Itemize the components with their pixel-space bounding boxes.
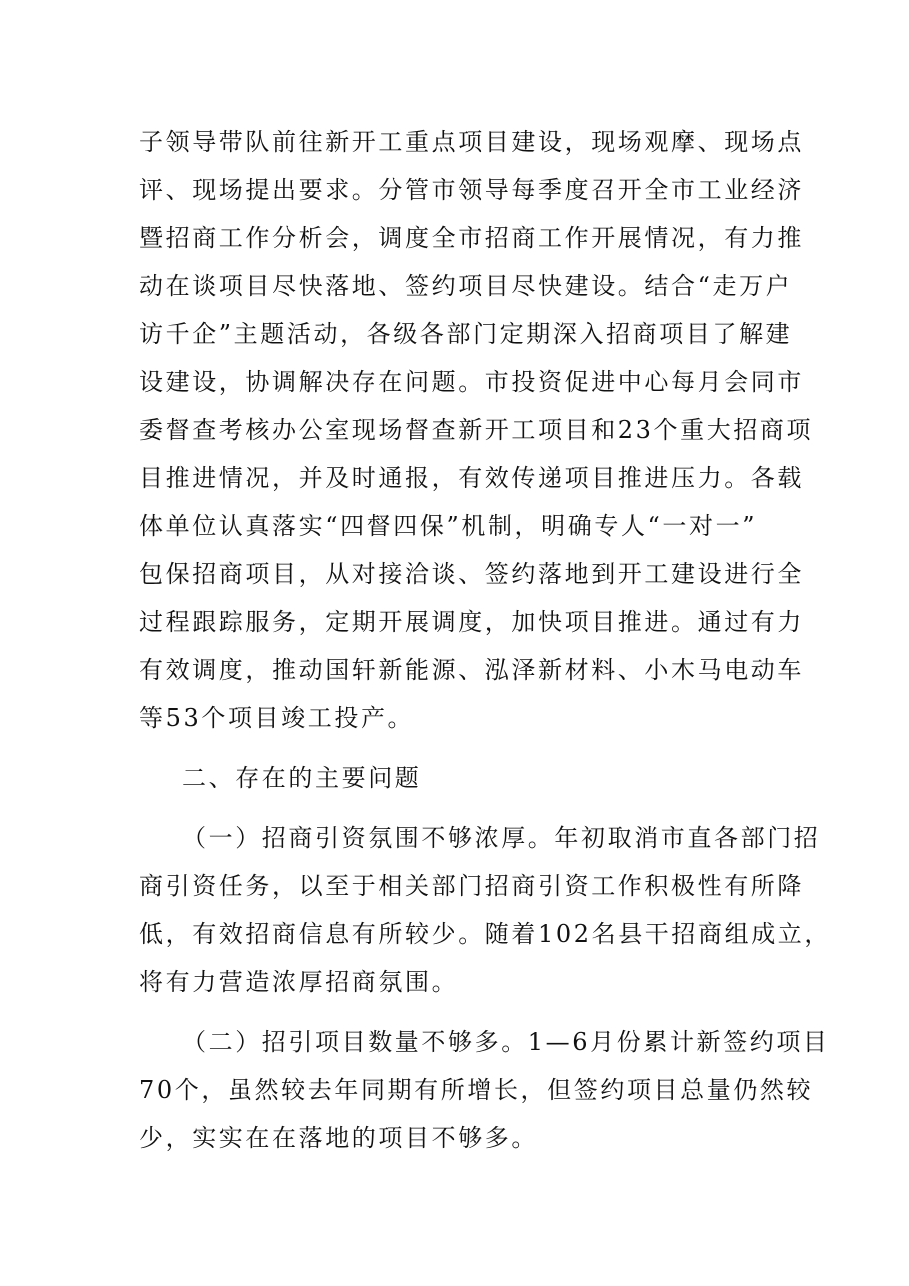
paragraph-line: 低，有效招商信息有所较少。随着102名县干招商组成立， (139, 920, 832, 948)
paragraph-line: 将有力营造浓厚招商氛围。 (139, 968, 459, 996)
paragraph-line: 设建设，协调解决存在问题。市投资促进中心每月会同市 (139, 368, 804, 396)
paragraph-line: 目推进情况，并及时通报，有效传递项目推进压力。各载 (139, 464, 804, 492)
paragraph-line: 动在谈项目尽快落地、签约项目尽快建设。结合“走万户 (139, 272, 793, 300)
paragraph-line: 有效调度，推动国轩新能源、泓泽新材料、小木马电动车 (139, 656, 804, 684)
paragraph-line: 商引资任务，以至于相关部门招商引资工作积极性有所降 (139, 872, 804, 900)
paragraph-line: 暨招商工作分析会，调度全市招商工作开展情况，有力推 (139, 224, 804, 252)
paragraph-line: 少，实实在在落地的项目不够多。 (139, 1124, 538, 1152)
paragraph-line: （二）招引项目数量不够多。1—6月份累计新签约项目 (182, 1028, 830, 1056)
section-heading: 二、存在的主要问题 (182, 764, 422, 792)
paragraph-line: 等53个项目竣工投产。 (139, 704, 415, 732)
paragraph-line: 子领导带队前往新开工重点项目建设，现场观摩、现场点 (139, 128, 804, 156)
paragraph-line: 委督查考核办公室现场督查新开工项目和23个重大招商项 (139, 416, 814, 444)
paragraph-line: （一）招商引资氛围不够浓厚。年初取消市直各部门招 (182, 824, 821, 852)
paragraph-line: 体单位认真落实“四督四保”机制，明确专人“一对一” (139, 512, 758, 540)
paragraph-line: 包保招商项目，从对接洽谈、签约落地到开工建设进行全 (139, 560, 804, 588)
paragraph-line: 过程跟踪服务，定期开展调度，加快项目推进。通过有力 (139, 608, 804, 636)
paragraph-line: 访千企”主题活动，各级各部门定期深入招商项目了解建 (139, 320, 793, 348)
paragraph-line: 70个，虽然较去年同期有所增长，但签约项目总量仍然较 (139, 1076, 814, 1104)
paragraph-line: 评、现场提出要求。分管市领导每季度召开全市工业经济 (139, 176, 804, 204)
